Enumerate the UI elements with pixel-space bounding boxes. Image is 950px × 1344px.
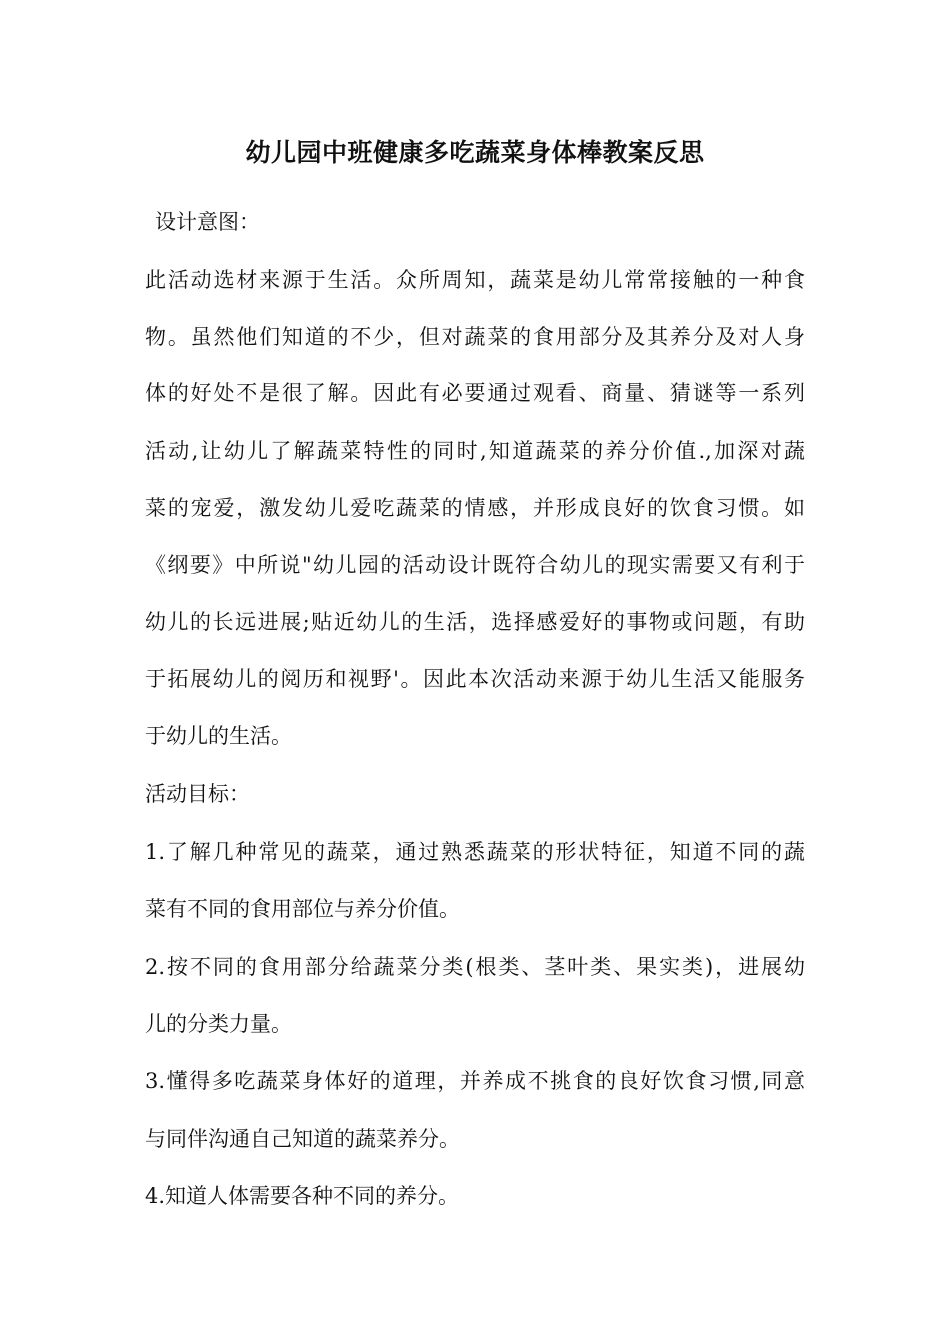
- goal-line: 菜有不同的食用部位与养分价值。: [145, 897, 460, 921]
- goal-line: 1.了解几种常见的蔬菜，通过熟悉蔬菜的形状特征，知道不同的蔬: [145, 840, 805, 864]
- paragraph-line: 《纲要》中所说"幼儿园的活动设计既符合幼儿的现实需要又有利于: [145, 553, 805, 577]
- paragraph-line: 于幼儿的生活。: [145, 724, 292, 748]
- paragraph-line: 菜的宠爱，激发幼儿爱吃蔬菜的情感，并形成良好的饮食习惯。如: [145, 496, 805, 520]
- paragraph-line: 幼儿的长远进展;贴近幼儿的生活，选择感爱好的事物或问题，有助: [145, 610, 805, 634]
- document-title: 幼儿园中班健康多吃蔬菜身体棒教案反思: [245, 138, 705, 167]
- paragraph-line: 活动,让幼儿了解蔬菜特性的同时,知道蔬菜的养分价值.,加深对蔬: [145, 439, 805, 463]
- goal-line: 与同伴沟通自己知道的蔬菜养分。: [145, 1127, 460, 1151]
- design-intent-heading: 设计意图：: [155, 210, 260, 234]
- goal-line: 儿的分类力量。: [145, 1012, 292, 1036]
- paragraph-line: 此活动选材来源于生活。众所周知，蔬菜是幼儿常常接触的一种食: [145, 268, 805, 292]
- paragraph-line: 物。虽然他们知道的不少，但对蔬菜的食用部分及其养分及对人身: [145, 325, 805, 349]
- paragraph-line: 体的好处不是很了解。因此有必要通过观看、商量、猜谜等一系列: [145, 381, 805, 405]
- paragraph-line: 于拓展幼儿的阅历和视野'。因此本次活动来源于幼儿生活又能服务: [145, 667, 805, 691]
- goal-line: 4.知道人体需要各种不同的养分。: [145, 1184, 460, 1208]
- goal-line: 3.懂得多吃蔬菜身体好的道理，并养成不挑食的良好饮食习惯,同意: [145, 1069, 805, 1093]
- goals-heading: 活动目标：: [145, 782, 250, 806]
- goal-line: 2.按不同的食用部分给蔬菜分类(根类、茎叶类、果实类)，进展幼: [145, 955, 805, 979]
